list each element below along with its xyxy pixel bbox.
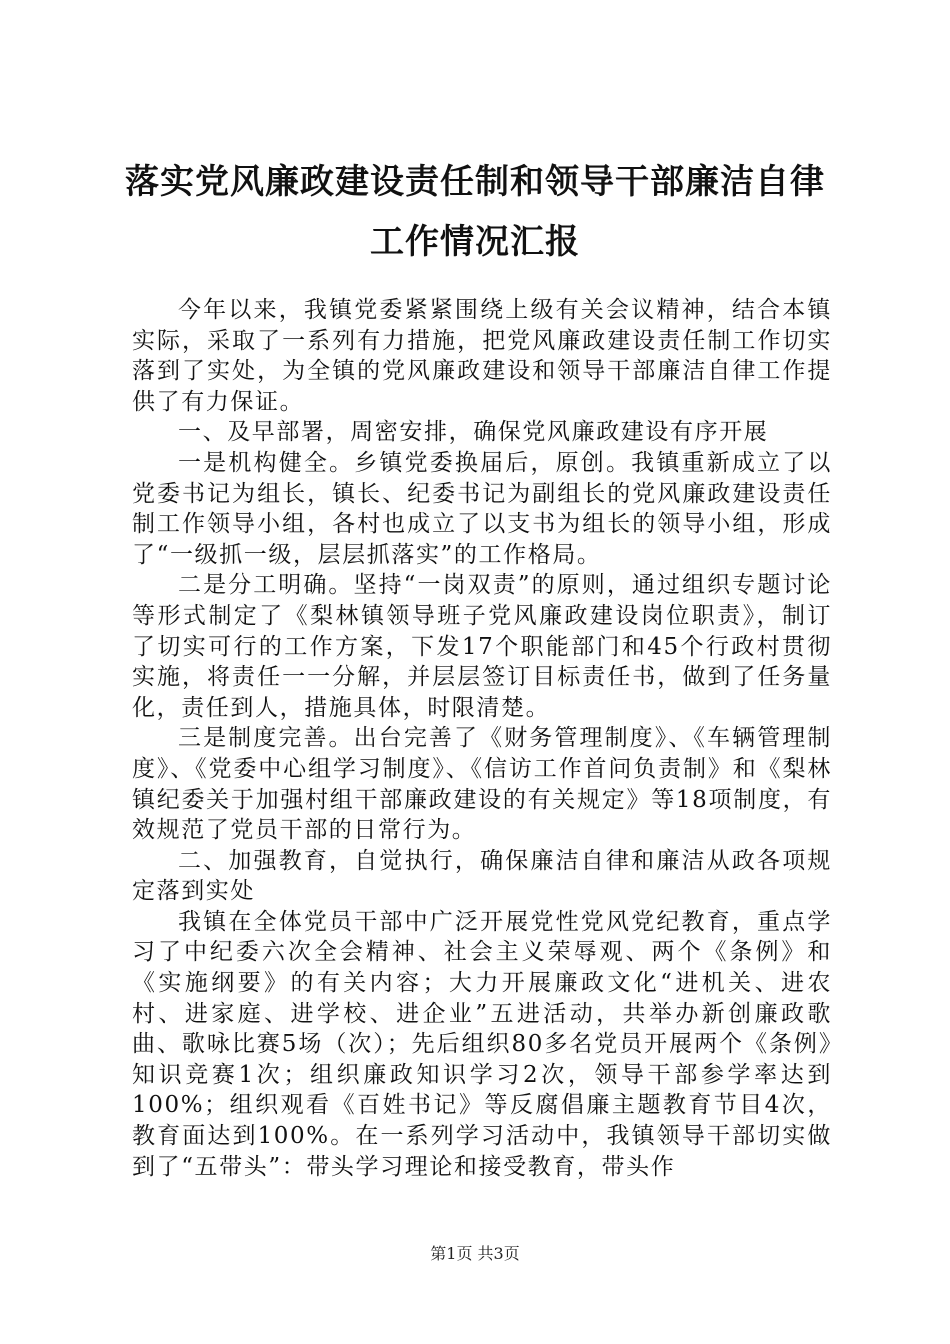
page-footer: 第1页 共3页 [430, 1244, 520, 1263]
document-body [132, 295, 832, 1182]
paragraph-intro: 今年以来，我镇党委紧紧围绕上级有关会议精神，结合本镇实际，采取了一系列有力措施，把党风廉政建设责任制工作切实落到了实处，为全镇的党风廉政建设和领导干部廉洁自律工作提供了有力保证。 [132, 297, 832, 415]
document-title-line-2: 工作情况汇报 [370, 222, 580, 262]
paragraph-system: 三是制度完善。出台完善了《财务管理制度》、《车辆管理制度》、《党委中心组学习制度》、《信访工作首问负责制》和《梨林镇纪委关于加强村组干部廉政建设的有关规定》等18项制度，有效规范了党员干部的日常行为。 [132, 725, 832, 844]
document-title-line-1: 落实党风廉政建设责任制和领导干部廉洁自律 [125, 162, 825, 202]
heading-section-1: 一、及早部署，周密安排，确保党风廉政建设有序开展 [178, 419, 769, 446]
paragraph-organization: 一是机构健全。乡镇党委换届后，原创。我镇重新成立了以党委书记为组长，镇长、纪委书记为副组长的党风廉政建设责任制工作领导小组，各村也成立了以支书为组长的领导小组，形成了“一级抓一级，层层抓落实”的工作格局。 [132, 449, 832, 568]
paragraph-division: 二是分工明确。坚持“一岗双责”的原则，通过组织专题讨论等形式制定了《梨林镇领导班子党风廉政建设岗位职责》，制订了切实可行的工作方案，下发17个职能部门和45个行政村贯彻实施，将责任一一分解，并层层签订目标责任书，做到了任务量化，责任到人，措施具体，时限清楚。 [132, 572, 832, 721]
paragraph-education: 我镇在全体党员干部中广泛开展党性党风党纪教育，重点学习了中纪委六次全会精神、社会主义荣辱观、两个《条例》和《实施纲要》的有关内容；大力开展廉政文化“进机关、进农村、进家庭、进学校、进企业”五进活动，共举办新创廉政歌曲、歌咏比赛5场（次）；先后组织80多名党员开展两个《条例》知识竞赛1次；组织廉政知识学习2次，领导干部参学率达到100%；组织观看《百姓书记》等反腐倡廉主题教育节目4次，教育面达到100%。在一系列学习活动中，我镇领导干部切实做到了“五带头”：带头学习理论和接受教育，带头作 [132, 908, 832, 1180]
heading-section-2: 二、加强教育，自觉执行，确保廉洁自律和廉洁从政各项规定落到实处 [132, 847, 832, 905]
